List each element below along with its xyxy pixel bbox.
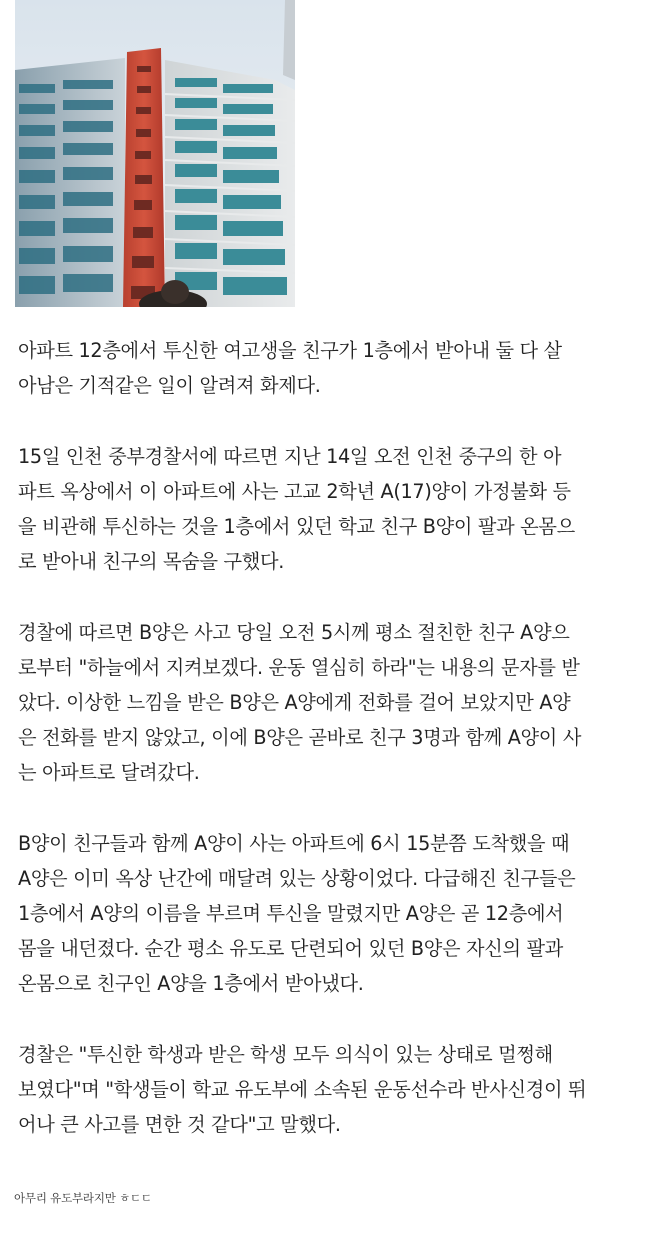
article-paragraph-4: B양이 친구들과 함께 A양이 사는 아파트에 6시 15분쯤 도착했을 때 A양은 이미 옥상 난간에 매달려 있는 상황이었다. 다급해진 친구들은 1층에서 A양의 이름을 부르며 투신을 말렸지만 A양은 곧 12층에서 몸을 내던졌다. 순간 평소 유도로 단련되어 있던 B양은 자신의 팔과 온몸으로 친구인 A양을 1층에서 받아냈다. bbox=[18, 832, 576, 995]
apartment-photo bbox=[15, 0, 295, 307]
article-paragraph-2: 15일 인천 중부경찰서에 따르면 지난 14일 오전 인천 중구의 한 아 파트 옥상에서 이 아파트에 사는 고교 2학년 A(17)양이 가정불화 등 을 비관해 투신하는 것을 1층에서 있던 학교 친구 B양이 팔과 온몸으 로 받아내 친구의 목숨을 구했다. bbox=[18, 445, 575, 573]
footer-comment: 아무리 유도부라지만 ㅎㄷㄷ bbox=[14, 1191, 152, 1205]
article-body bbox=[18, 333, 640, 1178]
article-paragraph-5: 경찰은 "투신한 학생과 받은 학생 모두 의식이 있는 상태로 멀쩡해 보였다"며 "학생들이 학교 유도부에 소속된 운동선수라 반사신경이 뛰 어나 큰 사고를 면한 것 같다"고 말했다. bbox=[18, 1043, 587, 1136]
article-paragraph-1: 아파트 12층에서 투신한 여고생을 친구가 1층에서 받아내 둘 다 살 아남은 기적같은 일이 알려져 화제다. bbox=[18, 339, 562, 397]
article-paragraph-3: 경찰에 따르면 B양은 사고 당일 오전 5시께 평소 절친한 친구 A양으 로부터 "하늘에서 지켜보겠다. 운동 열심히 하라"는 내용의 문자를 받 았다. 이상한 느낌을 받은 B양은 A양에게 전화를 걸어 보았지만 A양 은 전화를 받지 않았고, 이에 B양은 곧바로 친구 3명과 함께 A양이 사 는 아파트로 달려갔다. bbox=[18, 621, 582, 784]
apartment-building-icon bbox=[15, 0, 295, 307]
